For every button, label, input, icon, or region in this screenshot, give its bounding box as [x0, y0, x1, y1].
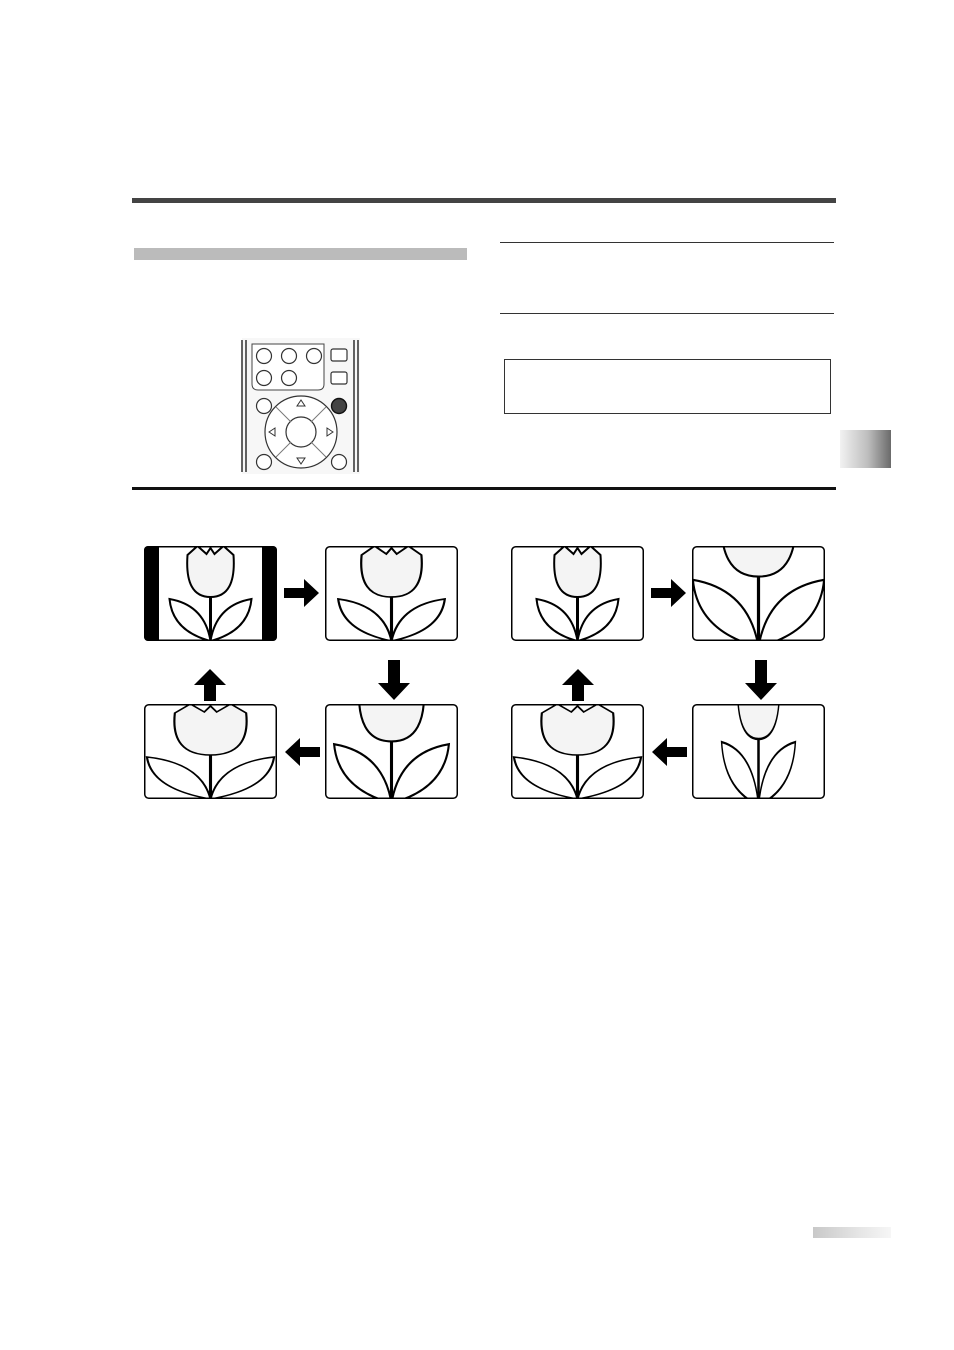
arrow-down-icon	[745, 660, 777, 700]
screen-mode-frame-5	[511, 546, 644, 641]
arrow-left-icon	[651, 738, 687, 766]
section-divider-rule	[132, 487, 836, 490]
arrow-up-icon	[194, 669, 226, 701]
note-box	[504, 359, 831, 414]
screen-mode-frame-7	[692, 704, 825, 799]
arrow-right-icon	[651, 579, 687, 607]
arrow-left-icon	[284, 738, 320, 766]
page-title-rule	[132, 198, 836, 203]
arrow-down-icon	[378, 660, 410, 700]
screen-mode-frame-2	[325, 546, 458, 641]
arrow-right-icon	[284, 579, 320, 607]
screen-mode-frame-6	[692, 546, 825, 641]
section-heading-bar	[134, 248, 467, 260]
screen-mode-frame-1	[144, 546, 277, 641]
screen-mode-frame-8	[511, 704, 644, 799]
screen-mode-frame-3	[325, 704, 458, 799]
page-number-tab	[813, 1227, 891, 1238]
note-bottom-rule	[500, 313, 834, 314]
arrow-up-icon	[562, 669, 594, 701]
screen-mode-frame-4	[144, 704, 277, 799]
side-chapter-tab	[840, 430, 891, 468]
note-top-rule	[500, 242, 834, 243]
remote-control-icon	[238, 338, 364, 474]
